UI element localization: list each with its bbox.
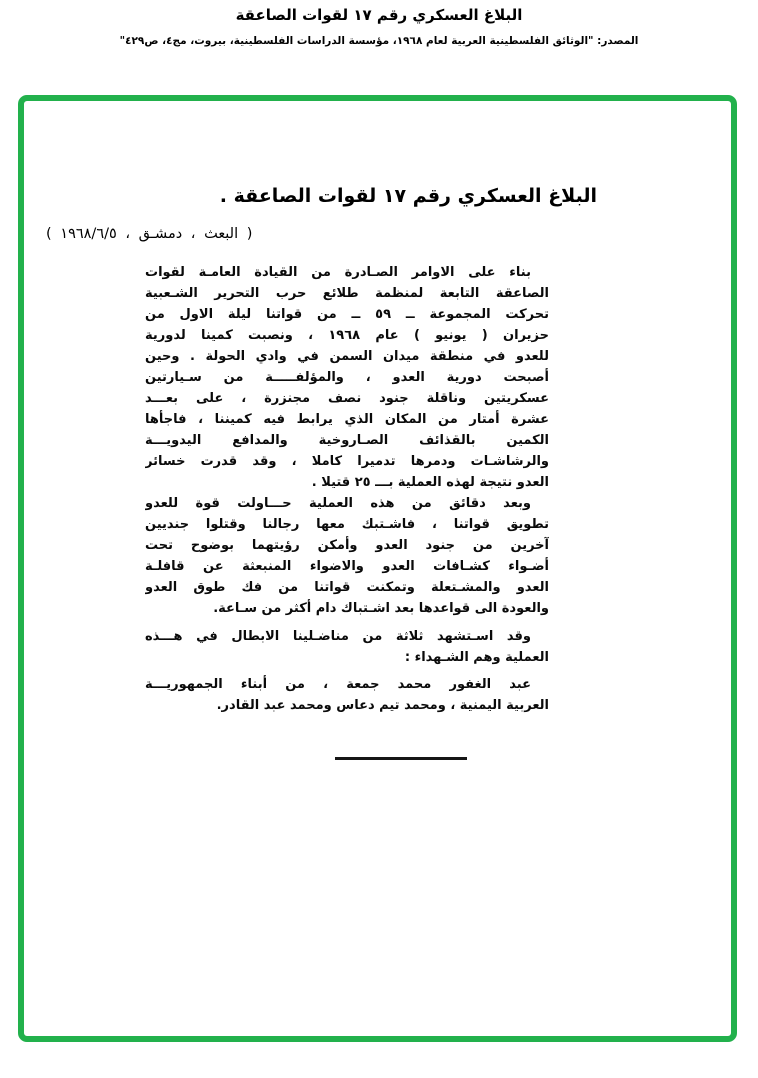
- document-dateline: ( البعث ، دمشـق ، ١٩٦٨/٦/٥ ): [46, 226, 253, 242]
- document-title: البلاغ العسكري رقم ١٧ لقوات الصاعقة .: [219, 185, 597, 207]
- paragraph-1: [145, 262, 549, 493]
- source-citation: المصدر: "الوثائق الفلسطينية العربية لعام ١٩٦٨، مؤسسة الدراسات الفلسطينية، بيروت، مج٤، ص٤٢٩": [119, 35, 639, 47]
- text-line: والرشاشـات ودمرها تدميرا كاملا ، وقد قدرت خسائر: [145, 454, 549, 469]
- paragraph-2: [145, 493, 549, 619]
- text-line: الكمين بالقذائف الصـاروخية والمدافع اليدويـــة: [145, 433, 549, 448]
- text-line: العدو والمشـتعلة وتمكنت قواتنا من فك طوق العدو: [145, 580, 549, 595]
- text-line: تطويق قواتنا ، فاشـتبك معها رجالنا وقتلوا جنديين: [145, 517, 549, 532]
- text-line: العملية وهم الشـهداء :: [404, 650, 549, 665]
- end-divider: [335, 757, 467, 760]
- page-title: البلاغ العسكري رقم ١٧ لقوات الصاعقة: [235, 6, 523, 24]
- text-line: أضـواء كشـافات العدو والاضواء المنبعثة عن قافلـة: [145, 559, 549, 574]
- text-line: بناء على الاوامر الصـادرة من القيادة العامـة لقوات: [145, 265, 531, 280]
- text-line: أصبحت دورية العدو ، والمؤلفـــــة من سـيارتين: [145, 370, 549, 385]
- text-line: وقد اسـتشهد ثلاثة من مناضـلينا الابطال في هـــذه: [145, 629, 531, 644]
- text-line: وبعد دقائق من هذه العملية حـــاولت قوة للعدو: [145, 496, 531, 511]
- text-line: عشرة أمتار من المكان الذي يرابط فيه كميننا ، فاجأها: [145, 412, 549, 427]
- text-line: آخرين من جنود العدو وأمكن رؤيتهما بوضوح تحت: [145, 538, 549, 553]
- text-line: حزيران ( يونيو ) عام ١٩٦٨ ، ونصبت كمينا لدورية: [145, 328, 549, 343]
- text-line: والعودة الى قواعدها بعد اشـتباك دام أكثر من سـاعة.: [213, 601, 549, 616]
- text-line: العدو نتيجة لهذه العملية بـــ ٢٥ قتيلا .: [311, 475, 549, 490]
- text-line: الصاعقة التابعة لمنظمة طلائع حرب التحرير الشـعبية: [145, 286, 549, 301]
- document-body: [145, 262, 549, 716]
- paragraph-4: [145, 674, 549, 716]
- text-line: تحركت المجموعة ــ ٥٩ ــ من قواتنا ليلة الاول من: [145, 307, 549, 322]
- paragraph-3: [145, 626, 549, 668]
- text-line: عبد الغفور محمد جمعة ، من أبناء الجمهوريـــة: [145, 677, 531, 692]
- text-line: عسكريتين وناقلة جنود نصف مجنزرة ، على بعـــد: [145, 391, 549, 406]
- text-line: للعدو في منطقة ميدان السمن في وادي الحولة . وحين: [145, 349, 549, 364]
- text-line: العربية اليمنية ، ومحمد تيم دعاس ومحمد عبد القادر.: [216, 698, 549, 713]
